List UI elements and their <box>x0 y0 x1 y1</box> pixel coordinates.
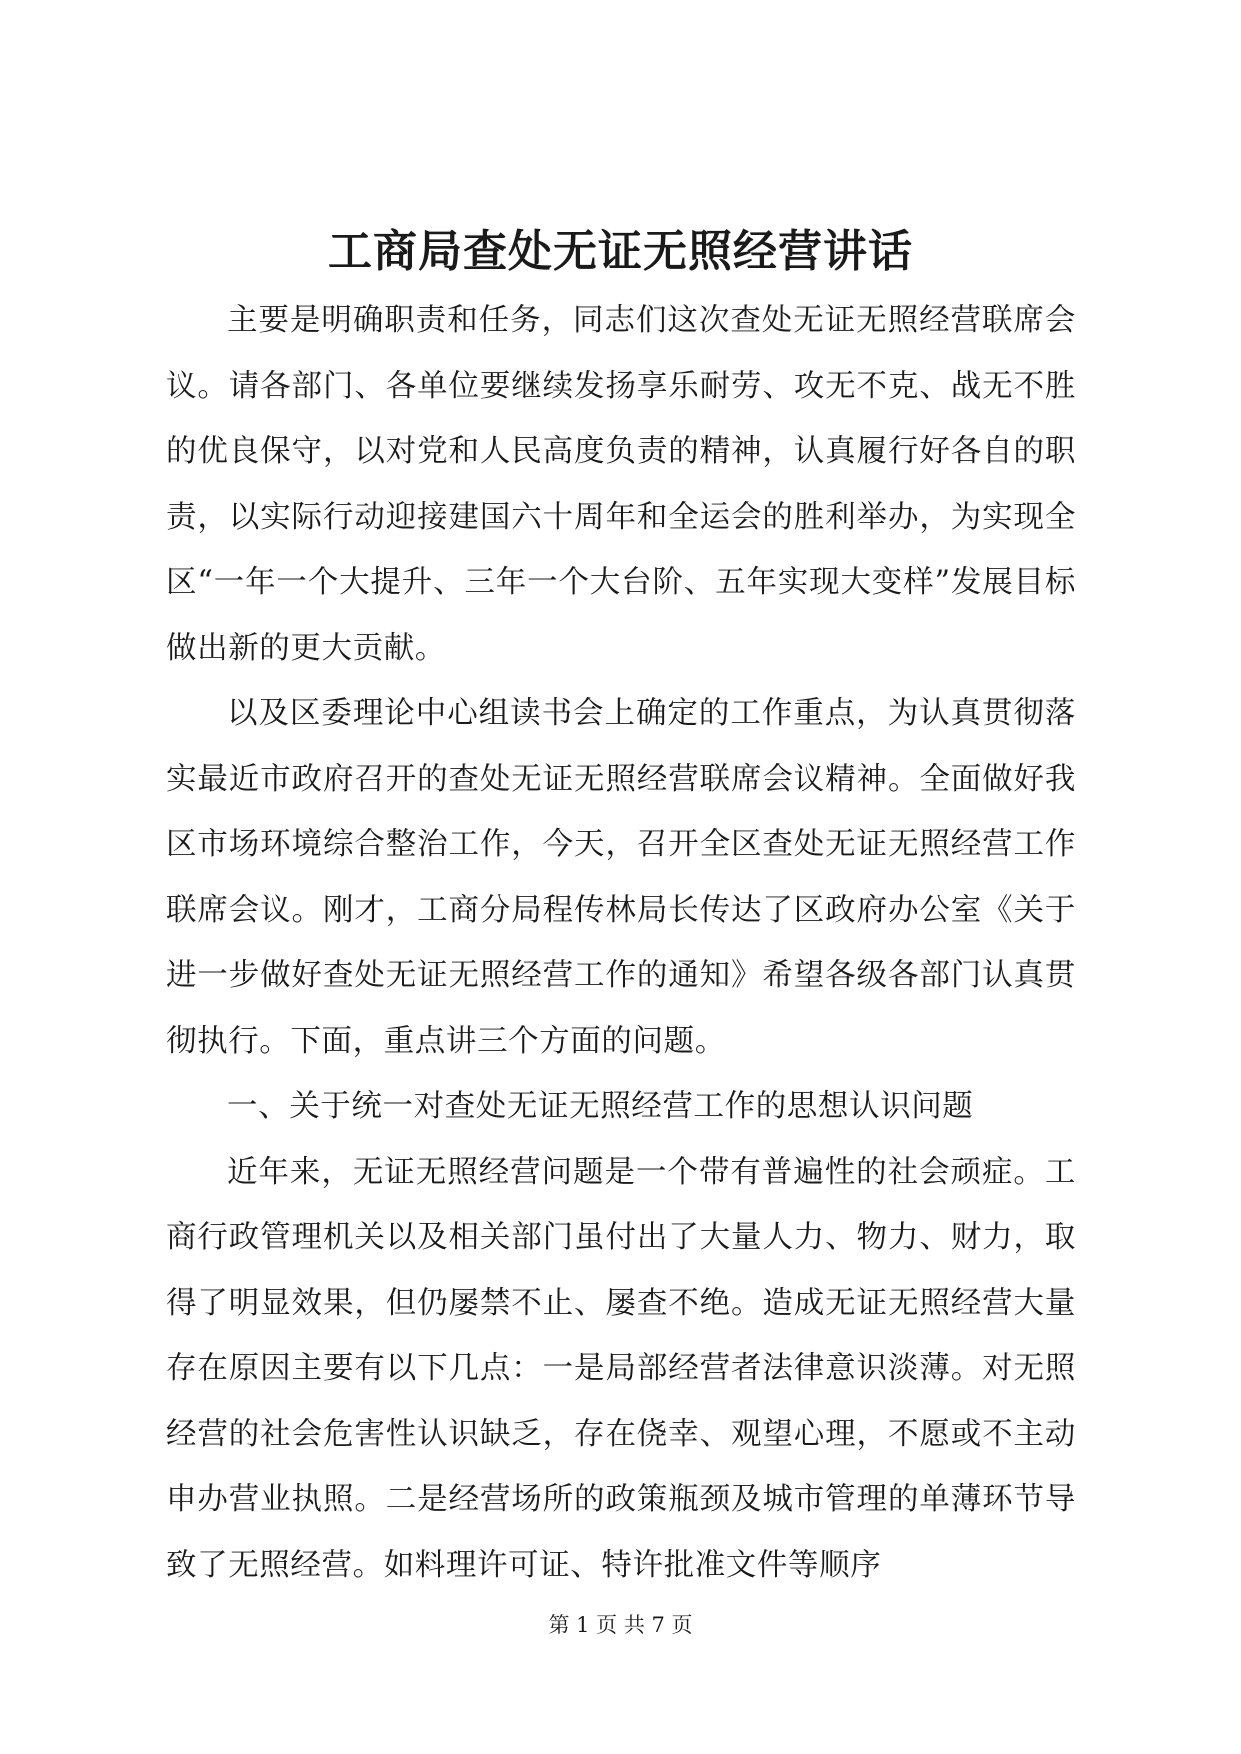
document-title: 工商局查处无证无照经营讲话 <box>328 226 913 277</box>
document-body <box>166 288 1076 1598</box>
paragraph-2: 以及区委理论中心组读书会上确定的工作重点，为认真贯彻落实最近市政府召开的查处无证无照经营联席会议精神。全面做好我区市场环境综合整治工作，今天，召开全区查处无证无照经营工作联席会议。刚才，工商分局程传林局长传达了区政府办公室《关于进一步做好查处无证无照经营工作的通知》希望各级各部门认真贯彻执行。下面，重点讲三个方面的问题。 <box>166 696 1076 1059</box>
paragraph-1: 主要是明确职责和任务，同志们这次查处无证无照经营联席会议。请各部门、各单位要继续发扬享乐耐劳、攻无不克、战无不胜的优良保守，以对党和人民高度负责的精神，认真履行好各自的职责，以实际行动迎接建国六十周年和全运会的胜利举办，为实现全区“一年一个大提升、三年一个大台阶、五年实现大变样”发展目标做出新的更大贡献。 <box>166 303 1076 666</box>
section-heading-1: 一、关于统一对查处无证无照经营工作的思想认识问题 <box>227 1089 974 1124</box>
page-number-footer: 第 1 页 共 7 页 <box>548 1613 693 1637</box>
paragraph-3: 近年来，无证无照经营问题是一个带有普遍性的社会顽症。工商行政管理机关以及相关部门虽付出了大量人力、物力、财力，取得了明显效果，但仍屡禁不止、屡查不绝。造成无证无照经营大量存在原因主要有以下几点：一是局部经营者法律意识淡薄。对无照经营的社会危害性认识缺乏，存在侥幸、观望心理，不愿或不主动申办营业执照。二是经营场所的政策瓶颈及城市管理的单薄环节导致了无照经营。如料理许可证、特许批准文件等顺序 <box>166 1154 1076 1583</box>
